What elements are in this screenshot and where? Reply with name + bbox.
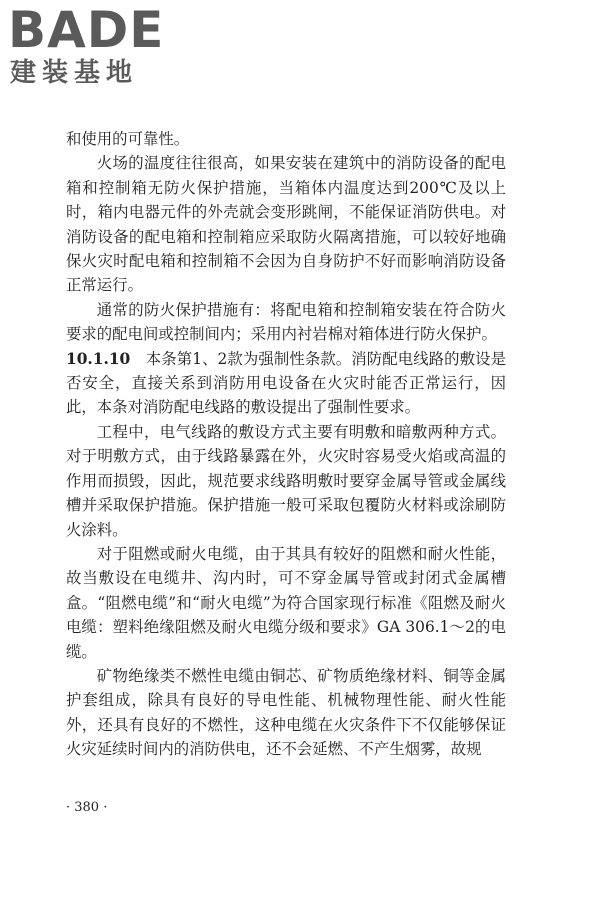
clause-text: 本条第1、2款为强制性条款。消防配电线路的敷设是否安全，直接关系到消防用电设备在火灾时能否正常运行，因此，本条对消防配电线路的敷设提出了强制性要求。 <box>66 349 506 417</box>
logo <box>8 1 188 90</box>
paragraph: 通常的防火保护措施有：将配电箱和控制箱安装在符合防火要求的配电间或控制间内；采用内衬岩棉对箱体进行防火保护。 <box>66 300 506 344</box>
paragraph: 对于阻燃或耐火电缆，由于其具有较好的阻燃和耐火性能，故当敷设在电缆井、沟内时，可不穿金属导管或封闭式金属槽盒。“阻燃电缆”和“耐火电缆”为符合国家现行标准《阻燃及耐火电缆：塑料绝缘阻燃及耐火电缆分级和要求》GA 306.1～2的电缆。 <box>66 544 506 661</box>
clause-number: 10.1.10 <box>66 349 131 368</box>
logo-subtitle: 建装基地 <box>10 58 139 88</box>
paragraph: 矿物绝缘类不燃性电缆由铜芯、矿物质绝缘材料、铜等金属护套组成，除具有良好的导电性能、机械物理性能、耐火性能外，还具有良好的不燃性，这种电缆在火灾条件下不仅能够保证火灾延续时间内的消防供电，还不会延燃、不产生烟雾，故规 <box>66 666 506 759</box>
paragraph: 工程中，电气线路的敷设方式主要有明敷和暗敷两种方式。对于明敷方式，由于线路暴露在外，火灾时容易受火焰或高温的作用而损毁，因此，规范要求线路明敷时要穿金属导管或金属线槽并采取保护措施。保护措施一般可采取包覆防火材料或涂刷防火涂料。 <box>66 422 506 539</box>
page-number: · 380 · <box>66 800 108 815</box>
clause-paragraph <box>66 347 506 420</box>
paragraph: 和使用的可靠性。 <box>66 130 190 148</box>
page-body <box>66 127 506 762</box>
paragraph: 火场的温度往往很高，如果安装在建筑中的消防设备的配电箱和控制箱无防火保护措施，当箱体内温度达到200℃及以上时，箱内电器元件的外壳就会变形跳闸，不能保证消防供电。对消防设备的配电箱和控制箱应采取防火隔离措施，可以较好地确保火灾时配电箱和控制箱不会因为自身防护不好而影响消防设备正常运行。 <box>66 154 506 295</box>
logo-wordmark: BADE <box>8 1 165 59</box>
